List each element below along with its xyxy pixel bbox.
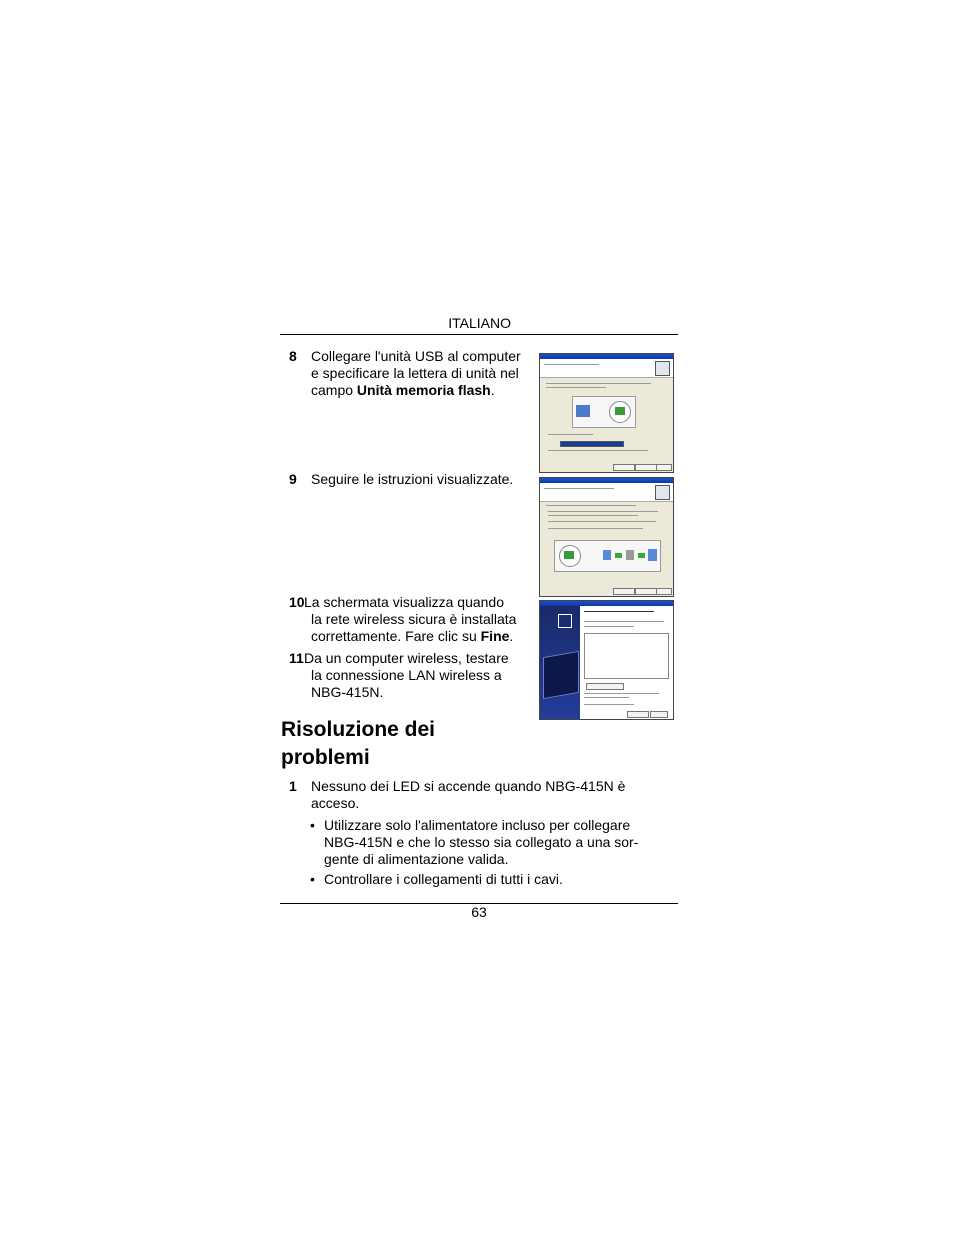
screenshot-instructions xyxy=(539,477,674,597)
field-name: Unità memoria flash xyxy=(356,382,491,398)
troubleshoot-item-1 xyxy=(289,778,659,814)
step-10 xyxy=(289,594,529,646)
button-name: Fine xyxy=(480,628,510,644)
section-title-line: problemi xyxy=(281,746,370,769)
bullet-line: Controllare i collegamenti di tutti i cavi. xyxy=(324,871,563,887)
step-line: Seguire le istruzioni visualizzate. xyxy=(311,471,514,487)
punctuation: . xyxy=(490,382,495,398)
step-number: 9 xyxy=(289,471,297,487)
wizard-logo-icon xyxy=(655,485,670,500)
usb-flash-drive-icon xyxy=(572,396,636,428)
section-title xyxy=(281,716,521,772)
wireless-setup-icon xyxy=(554,540,661,572)
screenshot-usb-setup xyxy=(539,353,674,473)
step-number: 11 xyxy=(289,650,304,666)
bullet-icon: • xyxy=(310,871,315,887)
screenshot-wizard-complete xyxy=(539,600,674,720)
step-line: Da un computer wireless, testare xyxy=(304,650,509,666)
step-line: e specificare la lettera di unità nel xyxy=(311,365,519,381)
step-line: la rete wireless sicura è installata xyxy=(311,611,517,627)
step-line: campo xyxy=(311,382,357,398)
step-11 xyxy=(289,650,529,702)
step-line: NBG-415N. xyxy=(311,684,384,700)
wizard-complete-icon xyxy=(540,606,580,719)
page-number: 63 xyxy=(471,904,487,920)
step-number: 8 xyxy=(289,348,297,364)
bullet-line: Utilizzare solo l'alimentatore incluso per collegare xyxy=(324,817,631,833)
step-9 xyxy=(289,471,529,489)
step-line: correttamente. Fare clic su xyxy=(311,628,481,644)
item-line: Nessuno dei LED si accende quando NBG-415N è xyxy=(311,778,626,794)
punctuation: . xyxy=(509,628,514,644)
bullet-icon: • xyxy=(310,817,315,833)
step-line: La schermata visualizza quando xyxy=(304,594,505,610)
bullet-line: gente di alimentazione valida. xyxy=(324,851,509,867)
header-rule xyxy=(280,334,678,335)
step-line: Collegare l'unità USB al computer xyxy=(311,348,521,364)
wizard-logo-icon xyxy=(655,361,670,376)
step-8 xyxy=(289,348,529,400)
item-line: acceso. xyxy=(311,795,360,811)
bullet-line: NBG-415N e che lo stesso sia collegato a una sor- xyxy=(324,834,639,850)
step-number: 1 xyxy=(289,778,297,794)
bullet-item xyxy=(310,817,670,869)
section-title-line: Risoluzione dei xyxy=(281,718,436,741)
step-line: la connessione LAN wireless a xyxy=(311,667,502,683)
bullet-item xyxy=(310,871,670,889)
header-language: ITALIANO xyxy=(448,315,511,331)
step-number: 10 xyxy=(289,594,305,610)
